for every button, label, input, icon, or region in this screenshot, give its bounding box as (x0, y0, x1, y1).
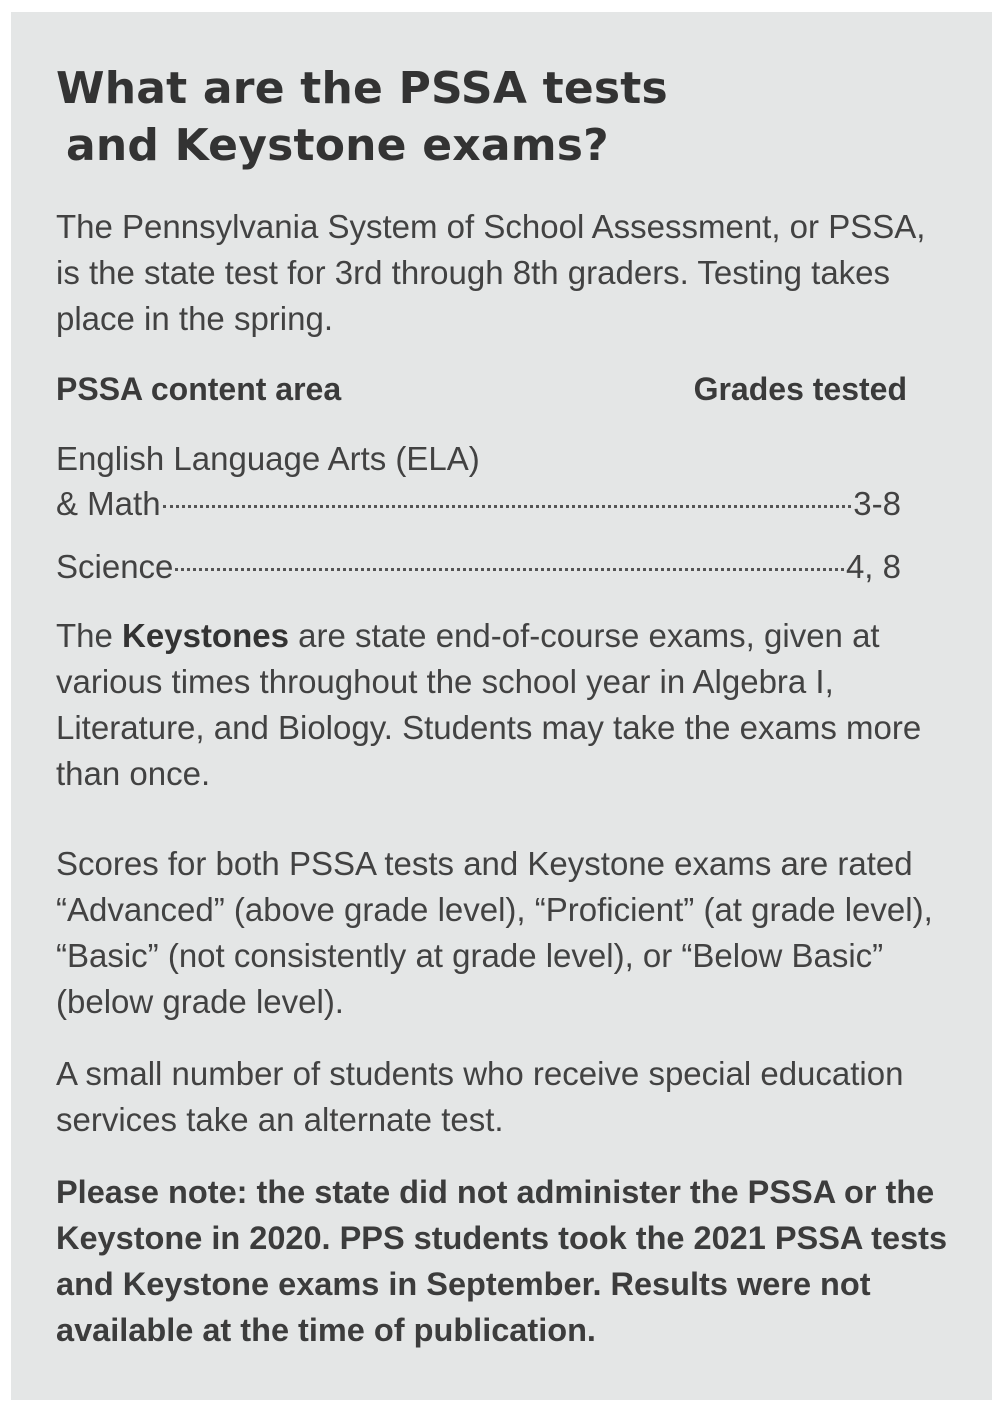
keystones-bold: Keystones (122, 617, 289, 654)
publication-note: Please note: the state did not administer the PSSA or the Keystone in 2020. PPS students took the 2021 PSSA tests and Keystone exams in September. Results were not available at the time of publication. (56, 1174, 948, 1348)
keystones-paragraph (56, 613, 956, 797)
row-label: Science (56, 548, 174, 585)
dot-leader (175, 568, 844, 571)
row-grades: 3-8 (853, 485, 901, 522)
grades-table (56, 436, 901, 589)
title-line-2: and Keystone exams? (66, 120, 609, 171)
scores-paragraph: Scores for both PSSA tests and Keystone exams are rated “Advanced” (above grade level), “Proficient” (at grade level), “Basic” (not consistently at grade level), or “Below Basic” (below grade level). (56, 845, 933, 1020)
row-dotline (56, 481, 901, 526)
card-content (56, 60, 956, 1353)
keystones-prefix: The (56, 617, 123, 654)
header-content-area: PSSA content area (56, 371, 342, 407)
keystones-rest: are state end-of-course exams, given at various times throughout the school year in Algebra I, Literature, and Biology. Students may take the exams more than once. (56, 617, 922, 792)
row-label-line-2: & Math (56, 485, 161, 522)
row-grades: 4, 8 (845, 548, 901, 585)
table-header (56, 366, 907, 412)
intro-paragraph: The Pennsylvania System of School Assessment, or PSSA, is the state test for 3rd through 8th graders. Testing takes place in the spring. (56, 208, 926, 337)
dot-leader (163, 505, 852, 508)
title-line-1: What are the PSSA tests (56, 63, 668, 114)
table-row-ela-math (56, 436, 901, 526)
header-grades-tested: Grades tested (693, 371, 907, 407)
table-row-science (56, 544, 901, 589)
info-card (11, 12, 992, 1400)
page-title (56, 60, 956, 174)
row-dotline (56, 544, 901, 589)
alternate-test-paragraph: A small number of students who receive special education services take an alternate test. (56, 1055, 904, 1138)
row-label-line-1: English Language Arts (ELA) (56, 440, 480, 477)
